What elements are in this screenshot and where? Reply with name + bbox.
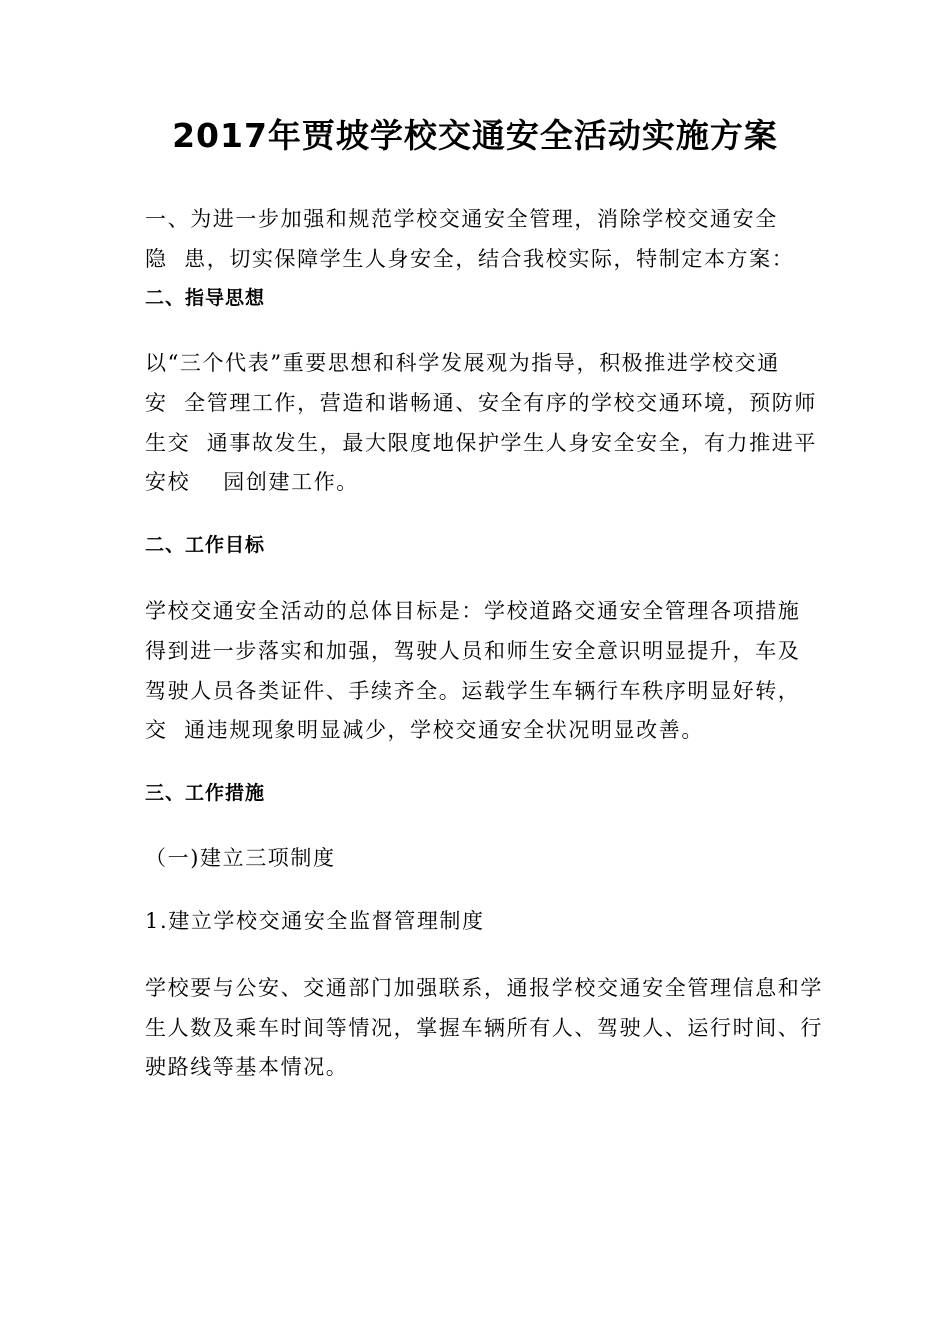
goals-line-1: 学校交通安全活动的总体目标是：学校道路交通安全管理各项措施 [145,599,801,623]
guiding-line-2: 安 全管理工作，营造和谐畅通、安全有序的学校交通环境，预防师 [145,391,817,415]
measures-subheading: （一)建立三项制度 [145,846,336,870]
intro-line-1: 一、为进一步加强和规范学校交通安全管理，消除学校交通安全 [145,207,778,231]
goals-line-3: 驾驶人员各类证件、手续齐全。运载学生车辆行车秩序明显好转， [145,679,801,703]
guiding-line-1: 以“三个代表”重要思想和科学发展观为指导，积极推进学校交通 [145,351,780,375]
measures-line-1: 学校要与公安、交通部门加强联系，通报学校交通安全管理信息和学 [145,976,823,1000]
measures-item-title: 1.建立学校交通安全监督管理制度 [145,909,485,933]
guiding-line-4: 安校 园创建工作。 [145,470,359,494]
section-guiding-heading: 二、指导思想 [145,287,266,309]
section-measures-heading: 三、工作措施 [145,782,266,804]
goals-line-4: 交 通违规现象明显减少，学校交通安全状况明显改善。 [145,718,704,742]
document-title: 2017年贾坡学校交通安全活动实施方案 [172,116,778,155]
guiding-line-3: 生交 通事故发生，最大限度地保护学生人身安全安全，有力推进平 [145,431,817,455]
measures-line-2: 生人数及乘车时间等情况，掌握车辆所有人、驾驶人、运行时间、行 [145,1016,823,1040]
goals-line-2: 得到进一步落实和加强，驾驶人员和师生安全意识明显提升，车及 [145,639,801,663]
intro-line-2: 隐 患，切实保障学生人身安全，结合我校实际，特制定本方案： [145,247,795,271]
section-goals-heading: 二、工作目标 [145,534,266,556]
measures-line-3: 驶路线等基本情况。 [145,1055,349,1079]
